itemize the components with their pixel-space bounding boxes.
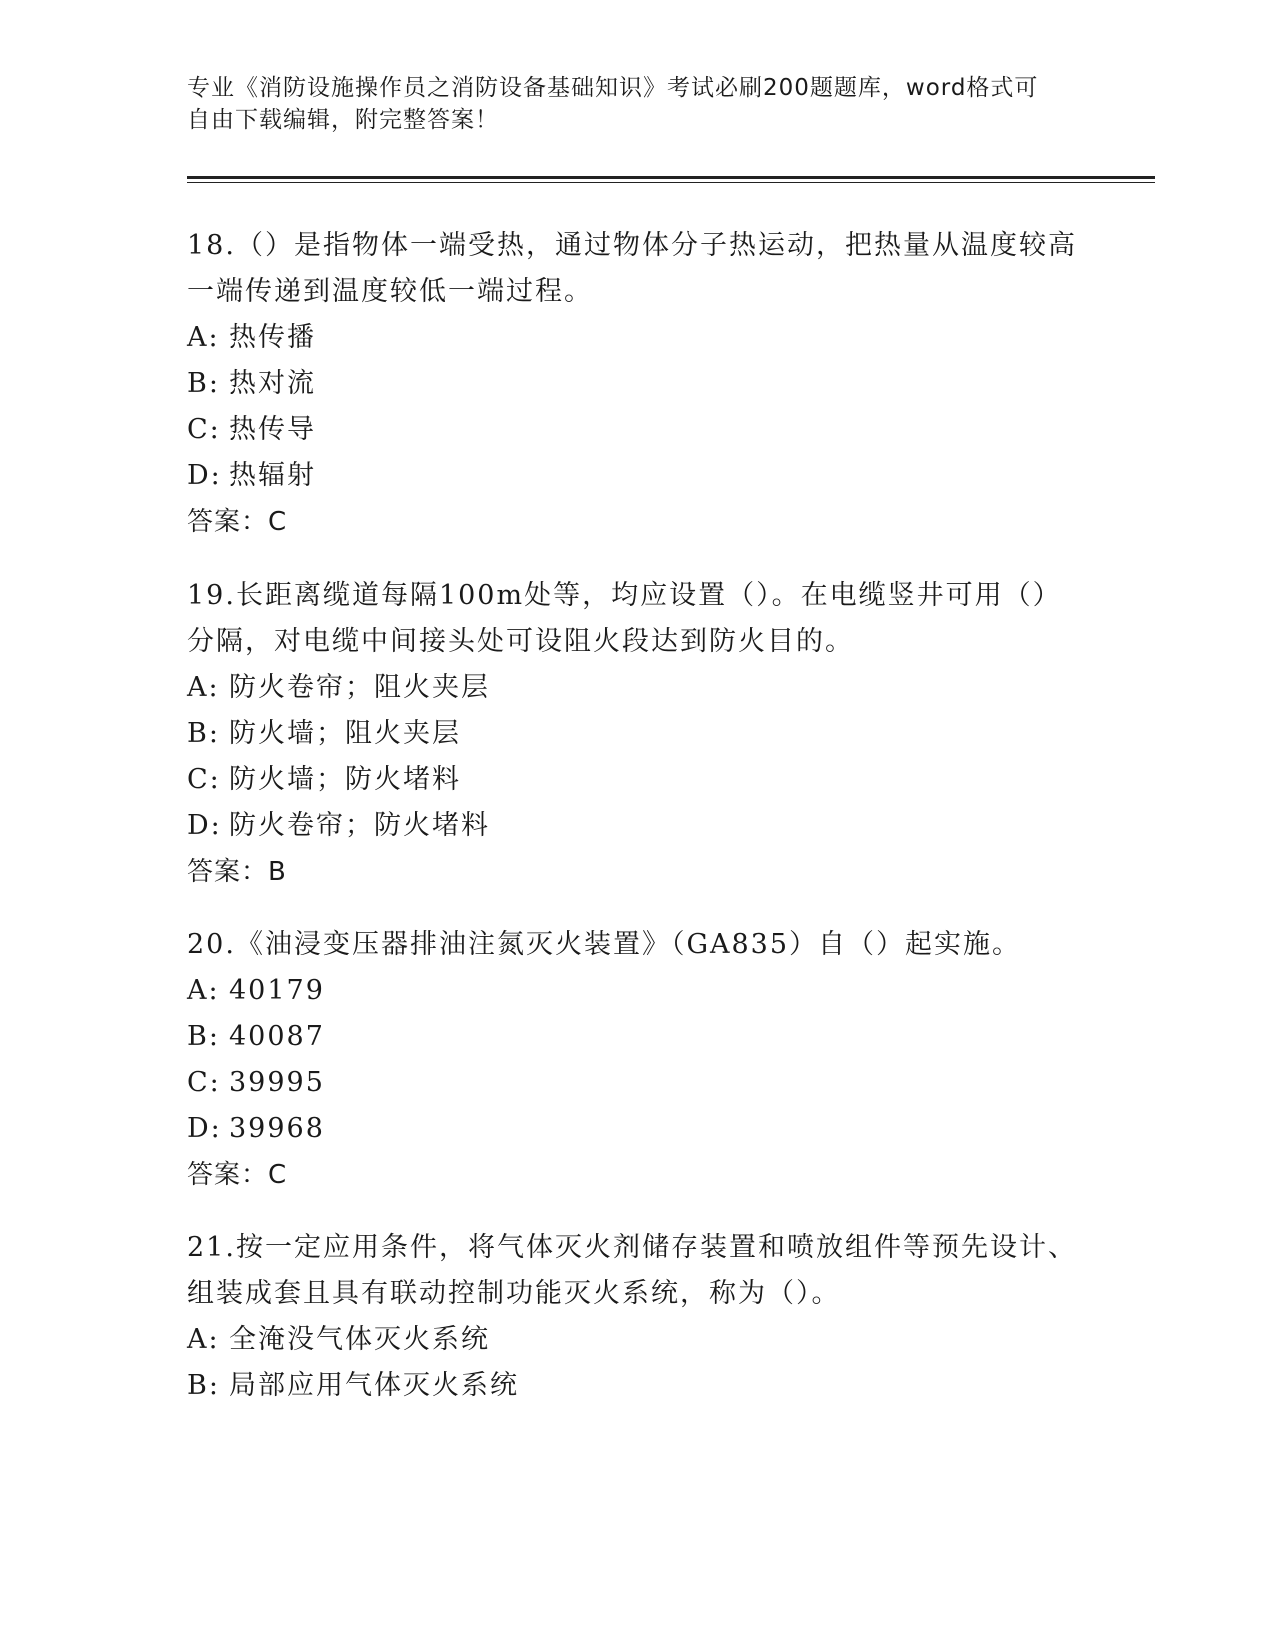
option-d: D: 热辐射 [187, 460, 316, 491]
question-text: 18.（）是指物体一端受热，通过物体分子热运动，把热量从温度较高 一端传递到温度较低一端过程。 [187, 230, 1077, 307]
option-b: B: 热对流 [187, 368, 316, 399]
option-c: C: 防火墙；防火堵料 [187, 764, 461, 795]
option-a: A: 全淹没气体灭火系统 [187, 1324, 490, 1355]
question-19 [187, 573, 1087, 895]
question-18 [187, 223, 1087, 545]
header-line-1: 专业《消防设施操作员之消防设备基础知识》考试必刷200题题库，word格式可 [187, 75, 1039, 101]
option-c: C: 39995 [187, 1067, 325, 1098]
header-divider-thin [187, 182, 1155, 183]
option-b: B: 防火墙；阻火夹层 [187, 718, 461, 749]
option-a: A: 防火卷帘；阻火夹层 [187, 672, 490, 703]
question-text: 19.长距离缆道每隔100m处等，均应设置（）。在电缆竖井可用（） 分隔，对电缆中间接头处可设阻火段达到防火目的。 [187, 580, 1062, 657]
option-d: D: 防火卷帘；防火堵料 [187, 810, 490, 841]
option-b: B: 局部应用气体灭火系统 [187, 1370, 519, 1401]
option-c: C: 热传导 [187, 414, 316, 445]
document-header [187, 72, 1087, 136]
answer-label: 答案：C [187, 507, 288, 537]
answer-label: 答案：B [187, 857, 287, 887]
option-a: A: 热传播 [187, 322, 316, 353]
header-line-2: 自由下载编辑，附完整答案！ [187, 107, 499, 133]
question-21 [187, 1225, 1087, 1409]
option-d: D: 39968 [187, 1113, 325, 1144]
question-text: 21.按一定应用条件，将气体灭火剂储存装置和喷放组件等预先设计、 组装成套且具有联动控制功能灭火系统，称为（）。 [187, 1232, 1077, 1309]
option-a: A: 40179 [187, 975, 325, 1006]
option-b: B: 40087 [187, 1021, 325, 1052]
question-20 [187, 922, 1087, 1198]
answer-label: 答案：C [187, 1160, 288, 1190]
header-divider-thick [187, 176, 1155, 179]
question-text: 20.《油浸变压器排油注氮灭火装置》（GA835）自（）起实施。 [187, 929, 1022, 960]
